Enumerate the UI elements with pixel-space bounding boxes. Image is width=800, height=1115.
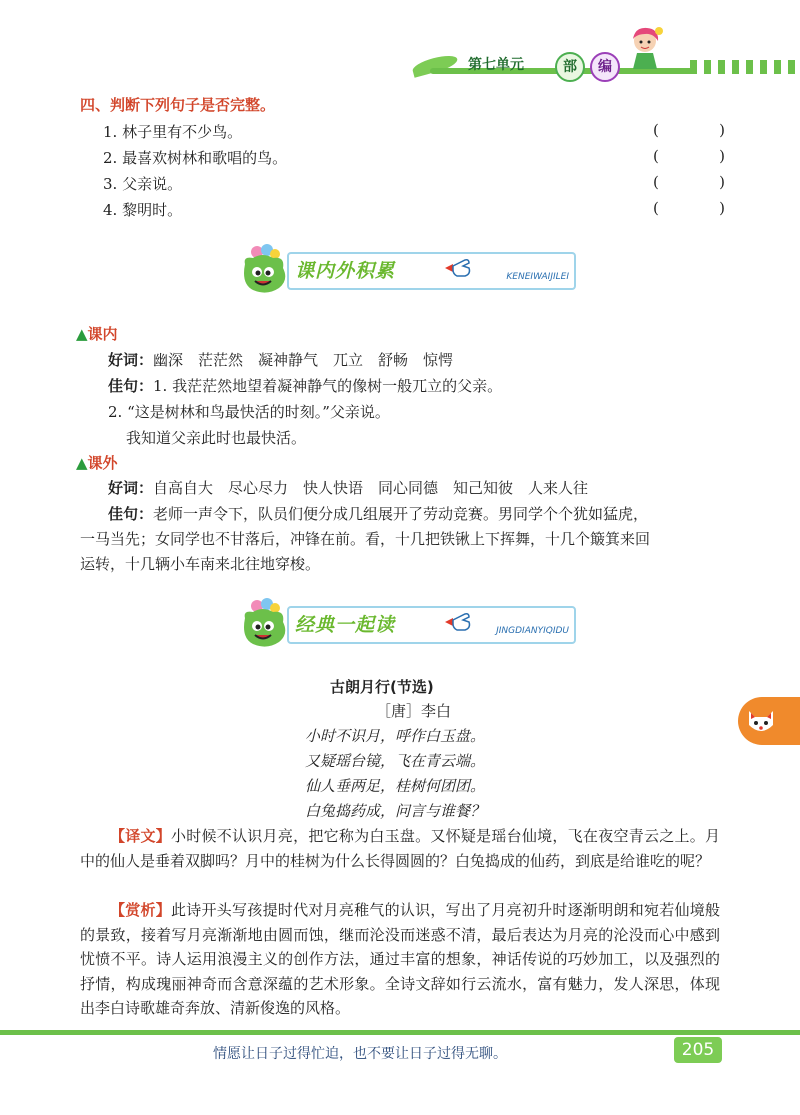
kewai-jiaju-line-2: 一马当先；女同学也不甘落后，冲锋在前。看，十几把铁锹上下挥舞，十几个簸箕来回: [80, 530, 651, 548]
answer-paren-1[interactable]: ( ): [653, 121, 725, 139]
cartoon-girl-icon: [625, 25, 665, 70]
kenei-jiaju-1: 佳句：1. 我茫茫然地望着凝神静气的像树一般兀立的父亲。: [108, 377, 503, 395]
question-4: 4. 黎明时。: [103, 201, 183, 219]
banner-title: 经典一起读: [295, 614, 396, 636]
translation-tag: 【译文】: [110, 827, 172, 845]
banner-pinyin: KENEIWAIJILEI: [506, 272, 569, 282]
page-number: 205: [674, 1037, 722, 1063]
kenei-haoci: 好词：幽深 茫茫然 凝神静气 兀立 舒畅 惊愕: [108, 351, 454, 369]
answer-paren-2[interactable]: ( ): [653, 147, 725, 165]
page-header: [0, 0, 800, 80]
kewai-jiaju-line-3: 运转，十几辆小车南来北往地穿梭。: [80, 555, 321, 573]
question-1: 1. 林子里有不少鸟。: [103, 123, 243, 141]
footer-motto: 情愿让日子过得忙迫，也不要让日子过得无聊。: [213, 1046, 507, 1062]
banner-pinyin: JINGDIANYIQIDU: [496, 626, 569, 636]
translation-paragraph: 【译文】小时候不认识月亮，把它称为白玉盘。又怀疑是瑶台仙境，飞在夜空青云之上。月中的仙人是垂着双脚吗？月中的桂树为什么长得圆圆的？白兔捣成的仙药，到底是给谁吃的呢？: [80, 827, 720, 870]
kenei-jiaju-3: 我知道父亲此时也最快活。: [126, 429, 307, 447]
unit-label: 第七单元: [468, 57, 524, 73]
poem-line-1: 小时不识月，呼作白玉盘。: [305, 727, 486, 745]
analysis-tag: 【赏析】: [110, 901, 172, 919]
answer-paren-4[interactable]: ( ): [653, 199, 725, 217]
kewai-heading: ▲课外: [76, 454, 118, 472]
kenei-heading: ▲课内: [76, 325, 118, 343]
question-3: 3. 父亲说。: [103, 175, 183, 193]
checkered-strip: [690, 60, 800, 74]
kewai-jiaju-line-1: 佳句：老师一声令下，队员们便分成几组展开了劳动竞赛。男同学个个犹如猛虎，: [108, 505, 649, 523]
section-4-title: 四、判断下列句子是否完整。: [80, 96, 276, 114]
green-monster-icon: [237, 244, 291, 298]
footer-line: [0, 1030, 800, 1035]
question-2: 2. 最喜欢树林和歌唱的鸟。: [103, 149, 288, 167]
green-monster-icon: [237, 598, 291, 652]
banner-kenei-waijilei: [237, 238, 575, 298]
poem-line-3: 仙人垂两足，桂树何团团。: [305, 777, 486, 795]
kewai-haoci: 好词：自高自大 尽心尽力 快人快语 同心同德 知己知彼 人来人往: [108, 479, 589, 497]
badge-bu: 部: [555, 52, 585, 82]
poem-line-2: 又疑瑶台镜，飞在青云端。: [305, 752, 486, 770]
banner-title: 课内外积累: [295, 260, 396, 282]
poem-author: ［唐］李白: [376, 702, 452, 720]
answer-paren-3[interactable]: ( ): [653, 173, 725, 191]
analysis-paragraph: 【赏析】此诗开头写孩提时代对月亮稚气的认识，写出了月亮初升时逐渐明朗和宛若仙境般的景致，接着写月亮渐渐地由圆而蚀，继而沦没而迷惑不清，最后表达为月亮的沦没而心中感到忧愤不平。诗人运用浪漫主义的创作方法，通过丰富的想象，神话传说的巧妙加工，以及强烈的抒情，构成瑰丽神奇而含意深蕴的艺术形象。全诗文辞如行云流水，富有魅力，发人深思，体现出李白诗歌雄奇奔放、清新俊逸的风格。: [80, 901, 720, 1017]
pointing-hand-icon: [443, 254, 473, 284]
cartoon-fox-icon: [745, 705, 777, 737]
banner-jingdian-yiqidu: [237, 592, 575, 652]
side-tab: [738, 697, 800, 745]
kenei-jiaju-2: 2. “这是树林和鸟最快活的时刻。”父亲说。: [108, 403, 390, 421]
poem-title: 古朗月行(节选): [330, 678, 434, 696]
poem-line-4: 白兔捣药成，问言与谁餐？: [305, 802, 486, 820]
pointing-hand-icon: [443, 608, 473, 638]
badge-bian: 编: [590, 52, 620, 82]
